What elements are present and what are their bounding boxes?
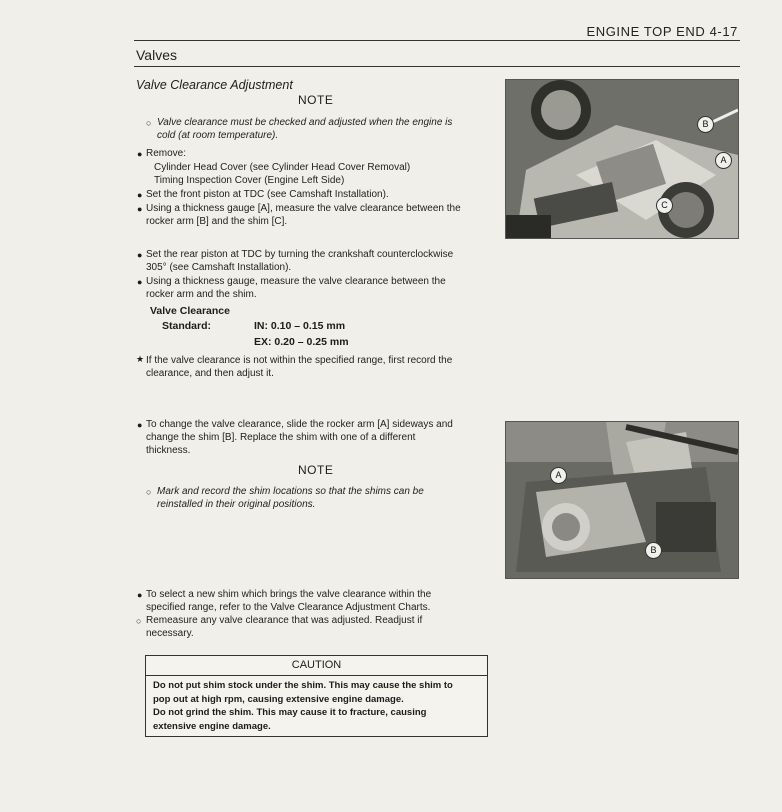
open-circle-icon: ○ xyxy=(136,616,142,626)
step-remove: Remove: xyxy=(146,148,187,159)
step-front-piston: Set the front piston at TDC (see Camshaft Installation). xyxy=(146,189,389,200)
callout-label: B xyxy=(645,542,662,559)
bullet-icon: ● xyxy=(137,190,143,200)
note-text-line: cold (at room temperature). xyxy=(157,130,279,141)
callout-label: C xyxy=(656,197,673,214)
step-gauge-line: Using a thickness gauge [A], measure the valve clearance between the xyxy=(146,203,461,214)
change-line: change the shim [B]. Replace the shim with one of a different xyxy=(146,432,416,443)
caution-line: extensive engine damage. xyxy=(153,720,271,732)
engine-photo-graphic xyxy=(506,80,738,238)
callout-label: A xyxy=(715,152,732,169)
open-circle-icon: ○ xyxy=(146,487,152,497)
engine-photo-graphic xyxy=(506,422,738,578)
record-line: clearance, and then adjust it. xyxy=(146,368,274,379)
change-line: To change the valve clearance, slide the rocker arm [A] sideways and xyxy=(146,419,453,430)
subsection-title: Valve Clearance Adjustment xyxy=(136,78,293,92)
step-rear-piston-line: Set the rear piston at TDC by turning the crankshaft counterclockwise xyxy=(146,249,454,260)
rocker-arm-shim-photo xyxy=(505,421,739,579)
note-text-line: Valve clearance must be checked and adjusted when the engine is xyxy=(157,117,453,128)
section-title: Valves xyxy=(136,47,177,63)
star-icon: ★ xyxy=(136,354,145,364)
note-text-line: reinstalled in their original positions. xyxy=(157,499,316,510)
bullet-icon: ● xyxy=(137,277,143,287)
callout-label: A xyxy=(550,467,567,484)
step-rear-piston-line: 305° (see Camshaft Installation). xyxy=(146,262,292,273)
caution-box xyxy=(145,655,488,737)
caution-text xyxy=(153,679,481,733)
bullet-icon: ● xyxy=(137,250,143,260)
note-heading: NOTE xyxy=(298,463,334,477)
spec-title: Valve Clearance xyxy=(150,305,230,317)
note-text-line: Mark and record the shim locations so that the shims can be xyxy=(157,486,424,497)
bullet-icon: ● xyxy=(137,204,143,214)
bullet-icon: ● xyxy=(137,149,143,159)
step-gauge-line: rocker arm [B] and the shim [C]. xyxy=(146,216,288,227)
record-line: If the valve clearance is not within the specified range, first record the xyxy=(146,355,453,366)
step-gauge-line: Using a thickness gauge, measure the valve clearance between the xyxy=(146,276,446,287)
caution-line: Do not grind the shim. This may cause it to fracture, causing xyxy=(153,707,427,718)
header-rule xyxy=(134,40,740,41)
step-gauge-line: rocker arm and the shim. xyxy=(146,289,257,300)
caution-line: Do not put shim stock under the shim. This may cause the shim to xyxy=(153,680,453,691)
remeasure-line: necessary. xyxy=(146,628,194,639)
spec-ex-value: EX: 0.20 – 0.25 mm xyxy=(254,336,349,348)
spec-standard-label: Standard: xyxy=(162,320,212,332)
step-remove-item: Timing Inspection Cover (Engine Left Side) xyxy=(154,175,345,186)
caution-line: pop out at high rpm, causing extensive engine damage. xyxy=(153,693,404,705)
bullet-icon: ● xyxy=(137,420,143,430)
spec-in-value: IN: 0.10 – 0.15 mm xyxy=(254,320,346,332)
caution-heading: CAUTION xyxy=(146,656,487,676)
step-remove-item: Cylinder Head Cover (see Cylinder Head Cover Removal) xyxy=(154,162,411,173)
section-rule xyxy=(134,66,740,67)
valve-gauge-photo xyxy=(505,79,739,239)
change-line: thickness. xyxy=(146,445,191,456)
bullet-icon: ● xyxy=(137,590,143,600)
callout-label: B xyxy=(697,116,714,133)
select-line: specified range, refer to the Valve Clearance Adjustment Charts. xyxy=(146,602,431,613)
open-circle-icon: ○ xyxy=(146,118,152,128)
select-line: To select a new shim which brings the valve clearance within the xyxy=(146,589,432,600)
note-heading: NOTE xyxy=(298,93,334,107)
remeasure-line: Remeasure any valve clearance that was adjusted. Readjust if xyxy=(146,615,423,626)
page-header-title: ENGINE TOP END 4-17 xyxy=(586,24,738,39)
